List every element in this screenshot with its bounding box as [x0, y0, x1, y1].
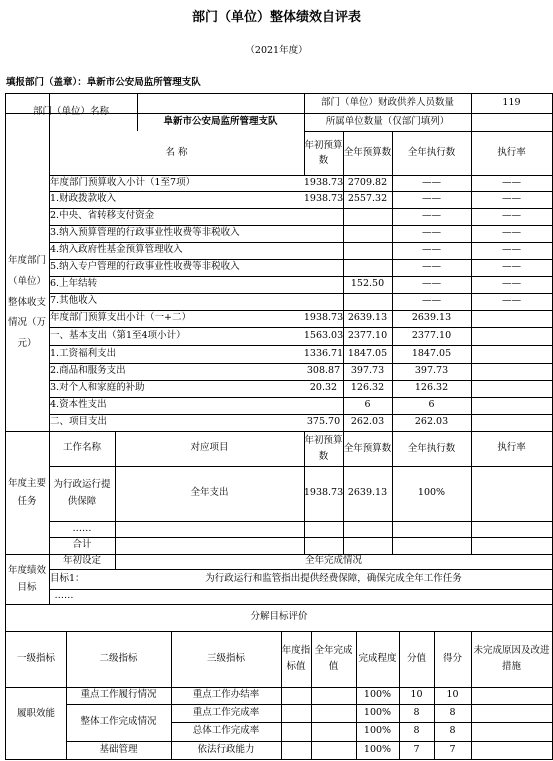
- budget-row-full: 2377.10: [347, 329, 388, 341]
- budget-row-rate: [471, 397, 552, 414]
- sub-units-label: 所属单位数量（仅部门填列）: [325, 115, 450, 127]
- budget-row-name: 4.纳入政府性基金预算管理收入: [50, 244, 183, 256]
- goal-target-label: 目标1：: [50, 572, 85, 584]
- budget-row-full: 397.73: [350, 365, 385, 377]
- budget-row-name: 2.商品和服务支出: [50, 365, 126, 377]
- budget-row-initial: [304, 242, 343, 259]
- eval-col-reason: 未完成原因及改进措施: [473, 644, 550, 672]
- eval-row-score: 8: [413, 725, 420, 737]
- col-name-header: 名 称: [165, 146, 188, 158]
- eval-col-degree: 完成程度: [358, 652, 397, 664]
- budget-row-exec: 2639.13: [411, 312, 452, 324]
- eval-row-degree: 100%: [363, 743, 392, 755]
- budget-row-name: 年度部门预算收入小计（1至7项）: [50, 176, 196, 188]
- filling-unit: [6, 74, 201, 88]
- task-row-project: 全年支出: [190, 487, 229, 499]
- budget-row-name: 1.工资福利支出: [50, 347, 117, 359]
- eval-row-got: 10: [446, 689, 459, 701]
- budget-row-name: 7.其他收入: [50, 295, 98, 307]
- budget-row-full: [343, 242, 392, 259]
- staff-count-value: 119: [502, 97, 521, 109]
- budget-row-initial: 375.70: [306, 416, 341, 428]
- eval-row-degree: 100%: [363, 725, 392, 737]
- tasks-side-label: 年度主要任务: [7, 478, 46, 507]
- budget-row-initial: 1563.03: [303, 329, 344, 341]
- budget-row-rate: ——: [502, 244, 521, 256]
- task-row-full: 2639.13: [347, 487, 388, 499]
- budget-row-exec: ——: [422, 193, 441, 205]
- budget-row-full: 1847.05: [347, 347, 388, 359]
- filling-unit-label: 填报部门（盖章）：: [6, 77, 87, 88]
- task-row-initial: 1938.73: [303, 487, 344, 499]
- eval-col-l3: 三级指标: [206, 652, 245, 664]
- budget-row-initial: 20.32: [309, 382, 338, 394]
- eval-col-full: 全年完成值: [314, 644, 353, 672]
- goal-ellipsis: ……: [54, 590, 74, 602]
- task-ellipsis: ……: [72, 522, 92, 534]
- budget-row-full: 262.03: [350, 416, 385, 428]
- budget-row-rate: ——: [502, 261, 521, 273]
- budget-row-exec: ——: [422, 278, 441, 290]
- budget-row-name: 3.纳入预算管理的行政事业性收费等非税收入: [50, 227, 240, 239]
- budget-row-name: 3.对个人和家庭的补助: [50, 382, 145, 394]
- filling-unit-value: 阜新市公安局监所管理支队: [86, 77, 201, 88]
- budget-row-full: 6: [364, 399, 371, 411]
- budget-row-initial: 308.87: [306, 365, 341, 377]
- task-row-exec: 100%: [417, 487, 446, 499]
- budget-row-exec: ——: [422, 261, 441, 273]
- eval-col-score: 分值: [406, 652, 426, 664]
- eval-row-l3: 重点工作完成率: [192, 706, 260, 718]
- task-col-full: 全年预算数: [343, 442, 392, 454]
- budget-row-exec: ——: [422, 244, 441, 256]
- task-col-name: 工作名称: [62, 442, 101, 454]
- budget-row-initial: 1336.71: [303, 347, 344, 359]
- task-row-name: 为行政运行提供保障: [53, 479, 111, 507]
- budget-row-initial: 1938.73: [303, 176, 344, 188]
- staff-count-label: 部门（单位）财政供养人员数量: [320, 97, 454, 109]
- budget-row-full: [343, 225, 392, 242]
- budget-row-name: 5.纳入专户管理的行政事业性收费等非税收入: [50, 261, 240, 273]
- grid-line: [49, 537, 552, 538]
- eval-col-year: 年度指标值: [281, 644, 311, 672]
- budget-row-name: 二、项目支出: [50, 416, 108, 428]
- budget-row-full: 2709.82: [347, 176, 388, 188]
- budget-side-label: 年度部门（单位）整体收支情况（万元）: [7, 254, 46, 350]
- budget-row-full: [343, 208, 392, 225]
- budget-row-rate: [471, 310, 552, 327]
- budget-row-exec: 126.32: [414, 382, 449, 394]
- budget-row-name: 一、基本支出（第1至4项小计）: [50, 329, 186, 341]
- eval-row-l2: 基础管理: [99, 743, 138, 755]
- goals-side-label: 年度绩效目标: [7, 564, 46, 593]
- eval-col-got: 得分: [442, 652, 462, 664]
- form-year: （2021年度）: [245, 45, 308, 56]
- grid-line: [49, 521, 552, 522]
- budget-row-name: 1.财政拨款收入: [50, 193, 117, 205]
- dept-name-label: 部门（单位）名称: [32, 106, 109, 118]
- budget-row-exec: ——: [422, 227, 441, 239]
- budget-row-rate: [471, 363, 552, 380]
- budget-row-full: 152.50: [350, 278, 385, 290]
- eval-col-l1: 一级指标: [16, 652, 55, 664]
- budget-row-exec: 397.73: [414, 365, 449, 377]
- budget-row-rate: ——: [502, 193, 521, 205]
- form-title: 部门（单位）整体绩效自评表: [191, 10, 361, 25]
- budget-row-exec: ——: [422, 176, 441, 188]
- task-total-label: 合计: [72, 539, 92, 551]
- task-col-rate: 执行率: [497, 442, 526, 454]
- budget-row-rate: ——: [502, 210, 521, 222]
- goal-col-initial: 年初设定: [62, 555, 101, 567]
- budget-row-full: 2639.13: [347, 312, 388, 324]
- budget-row-exec: 262.03: [414, 416, 449, 428]
- col-exec-header: 全年执行数: [407, 147, 456, 159]
- budget-row-name: 年度部门预算支出小计（一+二）: [50, 312, 191, 324]
- eval-row-got: 8: [449, 725, 456, 737]
- eval-row-l3: 依法行政能力: [197, 743, 255, 755]
- sub-units-value: [471, 113, 552, 131]
- budget-row-exec: ——: [422, 295, 441, 307]
- eval-row-got: 7: [449, 743, 456, 755]
- goal-col-full: 全年完成情况: [304, 555, 362, 567]
- eval-row-l3: 总体工作完成率: [192, 725, 260, 737]
- budget-row-rate: [471, 345, 552, 363]
- col-initial-header: 年初预算数: [304, 139, 343, 166]
- budget-row-full: 126.32: [350, 382, 385, 394]
- budget-row-exec: ——: [422, 210, 441, 222]
- budget-row-rate: ——: [502, 278, 521, 290]
- budget-row-exec: 1847.05: [411, 347, 452, 359]
- budget-row-rate: [471, 380, 552, 397]
- goal-target-value: 为行政运行和监管指出提供经费保障，确保完成全年工作任务: [205, 572, 462, 584]
- evaluation-table: [5, 93, 553, 760]
- eval-row-score: 8: [413, 706, 420, 718]
- budget-row-rate: ——: [502, 176, 521, 188]
- budget-row-initial: [304, 276, 343, 293]
- task-col-exec: 全年执行数: [407, 442, 456, 454]
- eval-row-got: 8: [449, 706, 456, 718]
- budget-row-exec: 6: [428, 399, 435, 411]
- eval-title: 分解目标评价: [250, 611, 308, 623]
- col-full-header: 全年预算数: [343, 147, 392, 159]
- budget-row-initial: 1938.73: [303, 312, 344, 324]
- eval-row-score: 10: [410, 689, 423, 701]
- col-rate-header: 执行率: [497, 146, 526, 158]
- eval-row-l3: 重点工作办结率: [192, 689, 260, 701]
- eval-row-degree: 100%: [363, 689, 392, 701]
- eval-row-l2: 重点工作履行情况: [80, 689, 157, 701]
- budget-row-initial: [304, 293, 343, 310]
- budget-row-initial: [304, 208, 343, 225]
- eval-col-l2: 二级指标: [99, 652, 138, 664]
- eval-row-score: 7: [413, 743, 420, 755]
- grid-line: [49, 589, 552, 590]
- budget-row-rate: ——: [502, 295, 521, 307]
- budget-row-initial: [304, 225, 343, 242]
- budget-row-initial: [304, 259, 343, 276]
- budget-row-rate: ——: [502, 227, 521, 239]
- dept-name-value: 阜新市公安局监所管理支队: [163, 115, 278, 127]
- budget-row-initial: [304, 397, 343, 414]
- budget-row-exec: 2377.10: [411, 329, 452, 341]
- eval-row-l2: 整体工作完成情况: [80, 716, 157, 728]
- budget-row-initial: 1938.73: [303, 193, 344, 205]
- budget-row-full: 2557.32: [347, 193, 388, 205]
- budget-row-name: 2.中央、省转移支付资金: [50, 210, 155, 222]
- budget-row-rate: [471, 414, 552, 431]
- eval-row-degree: 100%: [363, 706, 392, 718]
- budget-row-name: 6.上年结转: [50, 278, 98, 290]
- budget-row-full: [343, 293, 392, 310]
- task-col-initial: 年初预算数: [304, 435, 343, 462]
- task-col-project: 对应项目: [190, 442, 229, 454]
- budget-row-full: [343, 259, 392, 276]
- budget-row-name: 4.资本性支出: [50, 399, 107, 411]
- eval-l1-value: 履职效能: [17, 708, 56, 720]
- budget-row-rate: [471, 327, 552, 345]
